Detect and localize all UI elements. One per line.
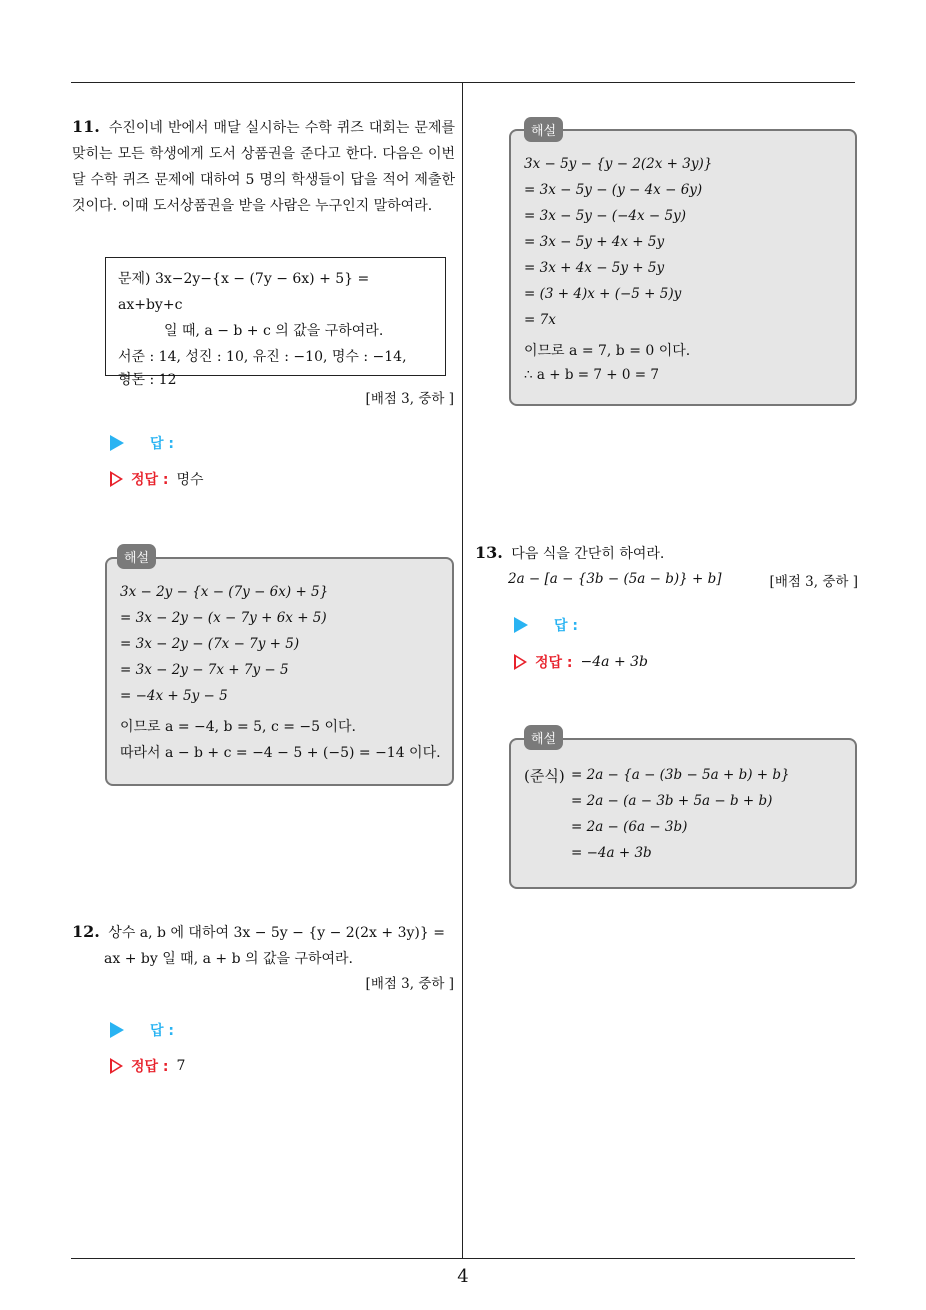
explanation-line: = 3x − 5y − (−4x − 5y) (524, 208, 686, 224)
explanation-line: = 2a − (6a − 3b) (571, 819, 688, 835)
answer-row (514, 615, 578, 635)
question-12-line2: ax + by 일 때, a + b 의 값을 구하여라. (104, 951, 354, 967)
play-icon (514, 617, 528, 633)
solution-row (110, 469, 204, 489)
explanation-line: = 3x − 2y − 7x + 7y − 5 (120, 662, 289, 678)
score-label: [배점 3, 중하 ] (365, 391, 454, 407)
solution-label: 정답 : (131, 1059, 169, 1075)
answer-label: 답 : (554, 618, 578, 634)
play-icon (110, 435, 124, 451)
explanation-line: = 3x − 2y − (x − 7y + 6x + 5) (120, 610, 327, 626)
solution-row (110, 1056, 185, 1076)
outline-triangle-icon (110, 471, 123, 487)
play-icon (110, 1022, 124, 1038)
explanation-box (509, 738, 857, 889)
question-13-expression: 2a − [a − {3b − (5a − b)} + b] (508, 571, 722, 587)
explanation-line: = 3x − 5y − (y − 4x − 6y) (524, 182, 703, 198)
explanation-line: 3x − 5y − {y − 2(2x + 3y)} (524, 156, 713, 172)
explanation-line: = 7x (524, 312, 556, 328)
problem-line: 일 때, a − b + c 의 값을 구하여라. (164, 323, 384, 339)
answer-row (110, 1020, 174, 1040)
explanation-line: = 3x − 5y + 4x + 5y (524, 234, 665, 250)
problem-line: 문제) 3x−2y−{x − (7y − 6x) + 5} = ax+by+c (118, 271, 370, 313)
question-body: 상수 a, b 에 대하여 3x − 5y − {y − 2(2x + 3y)} = (108, 925, 445, 941)
solution-label: 정답 : (535, 655, 573, 671)
answer-row (110, 433, 174, 453)
explanation-tag: 해설 (117, 544, 156, 569)
question-13 (475, 540, 858, 567)
explanation-line: ∴ a + b = 7 + 0 = 7 (524, 367, 659, 383)
solution-label: 정답 : (131, 472, 169, 488)
question-number: 13. (475, 543, 503, 562)
question-number: 11. (72, 117, 100, 136)
answer-label: 답 : (150, 1023, 174, 1039)
solution-value: 7 (176, 1058, 186, 1074)
problem-box (105, 257, 446, 388)
explanation-line: = 3x + 4x − 5y + 5y (524, 260, 665, 276)
problem-line: 형돈 : 12 (118, 372, 177, 388)
explanation-line: 3x − 2y − {x − (7y − 6x) + 5} (120, 584, 329, 600)
question-body: 수진이네 반에서 매달 실시하는 수학 퀴즈 대회는 문제를 맞히는 모든 학생에게 도서 상품권을 준다고 한다. 다음은 이번 달 수학 퀴즈 문제에 대하여 5 명의 학생들이 답을 적어 제출한 것이다. 이때 도서상품권을 받을 사람은 누구인지 말하여라. (72, 120, 455, 214)
bottom-rule (71, 1258, 855, 1259)
question-12-line1 (72, 919, 455, 946)
score-label: [배점 3, 중하 ] (769, 574, 858, 590)
explanation-prefix: (준식) (524, 767, 565, 785)
explanation-tag: 해설 (524, 117, 563, 142)
explanation-line: = (3 + 4)x + (−5 + 5)y (524, 286, 682, 302)
explanation-line: 따라서 a − b + c = −4 − 5 + (−5) = −14 이다. (120, 745, 441, 761)
outline-triangle-icon (514, 654, 527, 670)
outline-triangle-icon (110, 1058, 123, 1074)
problem-line: 서준 : 14, 성진 : 10, 유진 : −10, 명수 : −14, (118, 349, 407, 365)
question-11 (72, 114, 455, 219)
explanation-line: 이므로 a = 7, b = 0 이다. (524, 343, 691, 359)
page-number: 4 (457, 1266, 469, 1287)
question-number: 12. (72, 922, 100, 941)
explanation-line: = 3x − 2y − (7x − 7y + 5) (120, 636, 300, 652)
question-11-text (72, 114, 455, 219)
answer-label: 답 : (150, 436, 174, 452)
explanation-line: = 2a − {a − (3b − 5a + b) + b} (571, 767, 790, 783)
solution-row (514, 652, 648, 672)
question-body: 다음 식을 간단히 하여라. (511, 546, 665, 562)
question-12 (72, 919, 455, 972)
column-divider (462, 83, 463, 1259)
score-label: [배점 3, 중하 ] (365, 976, 454, 992)
explanation-line: = −4a + 3b (571, 845, 652, 861)
explanation-line: = −4x + 5y − 5 (120, 688, 228, 704)
explanation-tag: 해설 (524, 725, 563, 750)
top-rule (71, 82, 855, 83)
solution-value: 명수 (176, 472, 204, 488)
explanation-line: = 2a − (a − 3b + 5a − b + b) (571, 793, 773, 809)
explanation-line: 이므로 a = −4, b = 5, c = −5 이다. (120, 719, 356, 735)
question-13-line1 (475, 540, 858, 567)
solution-value: −4a + 3b (580, 654, 649, 670)
